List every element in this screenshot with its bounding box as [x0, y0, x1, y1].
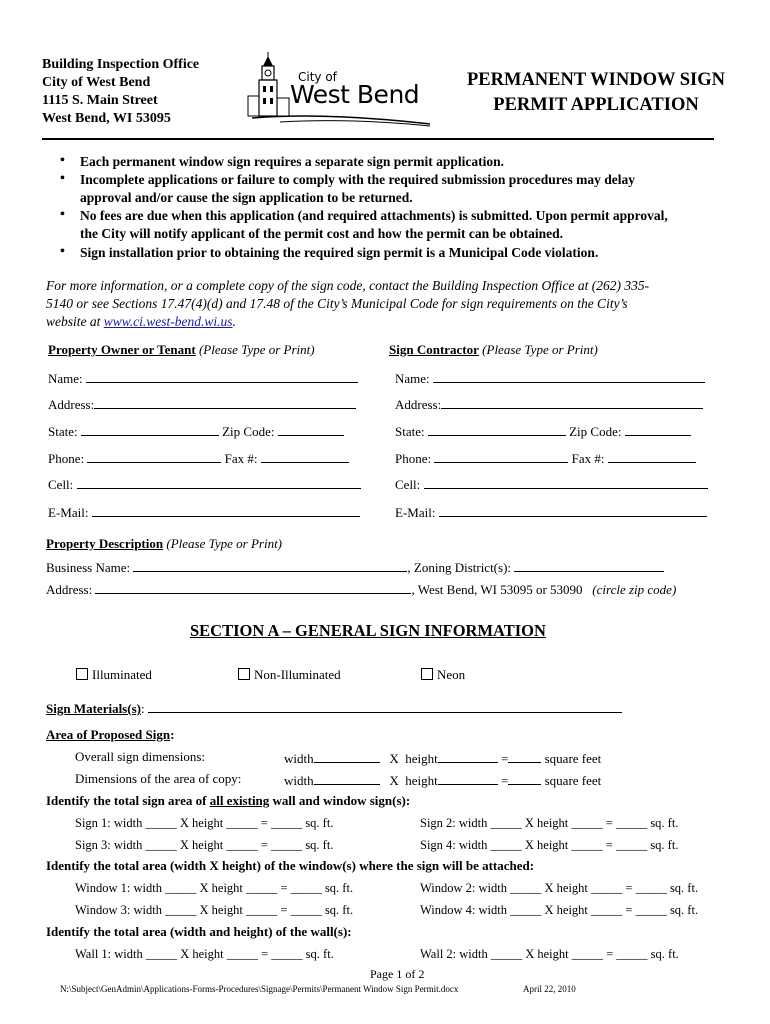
- title-line: PERMIT APPLICATION: [493, 95, 699, 115]
- wall-2-row[interactable]: Wall 2: width _____ X height _____ = _____ sq. ft.: [420, 947, 679, 961]
- owner-address-line[interactable]: [94, 395, 356, 409]
- section-a-title: SECTION A – GENERAL SIGN INFORMATION: [190, 621, 546, 640]
- bullet-text: No fees are due when this application (and required attachments) is submitted. Upon permit approval,: [80, 208, 668, 223]
- contractor-zip-label: Zip Code:: [569, 424, 622, 439]
- existing-signs-heading: [46, 793, 410, 809]
- contractor-name-field[interactable]: [395, 369, 705, 387]
- office-line: 1115 S. Main Street: [42, 93, 158, 108]
- zoning-line[interactable]: [514, 558, 664, 572]
- owner-heading: [48, 342, 315, 358]
- owner-cell-field[interactable]: [48, 475, 361, 493]
- info-paragraph: [46, 277, 649, 331]
- neon-checkbox[interactable]: [421, 668, 433, 680]
- owner-name-line[interactable]: [86, 369, 358, 383]
- sqfeet-label: square feet: [544, 751, 602, 766]
- bullet-text: Incomplete applications or failure to comply with the required submission procedures may delay: [80, 172, 636, 187]
- contractor-name-line[interactable]: [433, 369, 705, 383]
- office-line: City of West Bend: [42, 75, 151, 90]
- contractor-fax-line[interactable]: [608, 449, 696, 463]
- sign-materials-label: Sign Materials(s): [46, 701, 141, 716]
- bullet-text: Sign installation prior to obtaining the required sign permit is a Municipal Code violation.: [80, 245, 599, 260]
- neon-label: Neon: [437, 667, 466, 682]
- sign-materials-field[interactable]: [46, 699, 622, 717]
- copy-dimensions-field[interactable]: [284, 771, 601, 789]
- owner-email-label: E-Mail:: [48, 505, 89, 520]
- owner-phone-field[interactable]: [48, 449, 349, 467]
- wall-area-heading: Identify the total area (width and height) of the wall(s):: [46, 924, 352, 939]
- contractor-address-line[interactable]: [441, 395, 703, 409]
- window-3-row[interactable]: Window 3: width _____ X height _____ = _____ sq. ft.: [75, 903, 354, 917]
- height-label: height: [405, 751, 438, 766]
- property-heading-hint: (Please Type or Print): [166, 536, 283, 551]
- non-illuminated-checkbox[interactable]: [238, 668, 250, 680]
- bullet-text: the City will notify applicant of the permit cost and how the permit can be obtained.: [80, 226, 563, 241]
- window-area-heading: Identify the total area (width X height) of the window(s) where the sign will be attached:: [46, 858, 535, 873]
- contractor-cell-label: Cell:: [395, 477, 421, 492]
- area-heading: [46, 727, 174, 743]
- owner-zip-line[interactable]: [278, 422, 344, 436]
- width-label: width: [284, 773, 314, 788]
- property-address-field[interactable]: [46, 580, 676, 598]
- logo-small-text: City of: [298, 70, 337, 84]
- info-line: [46, 313, 649, 331]
- owner-email-field[interactable]: [48, 503, 360, 521]
- overall-height-line[interactable]: [438, 749, 498, 763]
- owner-state-field[interactable]: [48, 422, 344, 440]
- sign-materials-line[interactable]: [148, 699, 622, 713]
- contractor-state-label: State:: [395, 424, 425, 439]
- owner-address-field[interactable]: [48, 395, 356, 413]
- window-4-row[interactable]: Window 4: width _____ X height _____ = _____ sq. ft.: [420, 903, 699, 917]
- city-logo: [240, 46, 435, 128]
- bullet-text: Each permanent window sign requires a separate sign permit application.: [80, 154, 505, 169]
- owner-email-line[interactable]: [92, 503, 360, 517]
- owner-zip-label: Zip Code:: [222, 424, 275, 439]
- sign-materials-colon: :: [140, 701, 145, 716]
- sqfeet-label: square feet: [544, 773, 602, 788]
- window-2-row[interactable]: Window 2: width _____ X height _____ = _____ sq. ft.: [420, 881, 699, 895]
- contractor-heading-hint: (Please Type or Print): [482, 342, 598, 357]
- contractor-heading: [389, 342, 598, 358]
- sign-3-row[interactable]: Sign 3: width _____ X height _____ = _____ sq. ft.: [75, 838, 334, 852]
- sign-1-row[interactable]: Sign 1: width _____ X height _____ = _____ sq. ft.: [75, 816, 334, 830]
- illuminated-label: Illuminated: [92, 667, 152, 682]
- owner-name-field[interactable]: [48, 369, 358, 387]
- overall-dimensions-field[interactable]: [284, 749, 601, 767]
- window-1-row[interactable]: Window 1: width _____ X height _____ = _____ sq. ft.: [75, 881, 354, 895]
- contractor-heading-label: Sign Contractor: [389, 342, 479, 357]
- times-label: X: [389, 773, 399, 788]
- non-illuminated-label: Non-Illuminated: [254, 667, 341, 682]
- contractor-phone-field[interactable]: [395, 449, 696, 467]
- business-name-line[interactable]: [133, 558, 407, 572]
- city-zip-text: , West Bend, WI 53095 or 53090: [411, 582, 583, 597]
- sign-2-row[interactable]: Sign 2: width _____ X height _____ = _____ sq. ft.: [420, 816, 679, 830]
- owner-heading-hint: (Please Type or Print): [198, 342, 315, 357]
- info-line: 5140 or see Sections 17.47(4)(d) and 17.48 of the City’s Municipal Code for sign requirements on the City’s: [46, 296, 628, 311]
- owner-fax-label: Fax #:: [224, 451, 258, 466]
- business-name-label: Business Name:: [46, 560, 131, 575]
- area-heading-colon: :: [170, 727, 175, 742]
- copy-label: Dimensions of the area of copy:: [75, 771, 242, 786]
- owner-phone-line[interactable]: [87, 449, 221, 463]
- bullet-icon: •: [60, 244, 65, 259]
- non-illuminated-option[interactable]: [238, 667, 341, 683]
- bullet-icon: •: [60, 153, 65, 168]
- contractor-email-label: E-Mail:: [395, 505, 436, 520]
- title-line: PERMANENT WINDOW SIGN: [466, 70, 725, 90]
- contractor-email-field[interactable]: [395, 503, 707, 521]
- copy-area-line[interactable]: [508, 771, 541, 785]
- illuminated-option[interactable]: [76, 667, 152, 683]
- existing-heading-post: wall and window sign(s):: [269, 793, 411, 808]
- bullet-icon: •: [60, 207, 65, 222]
- property-heading: [46, 536, 282, 552]
- website-link[interactable]: www.ci.west-bend.wi.us: [103, 314, 233, 329]
- zoning-label: , Zoning District(s):: [407, 560, 512, 575]
- bullet-icon: •: [60, 171, 65, 186]
- owner-state-line[interactable]: [81, 422, 219, 436]
- contractor-phone-line[interactable]: [434, 449, 568, 463]
- owner-phone-label: Phone:: [48, 451, 85, 466]
- contractor-fax-label: Fax #:: [571, 451, 605, 466]
- overall-area-line[interactable]: [508, 749, 541, 763]
- existing-heading-emphasis: all existing: [209, 793, 270, 808]
- contractor-name-label: Name:: [395, 371, 430, 386]
- illuminated-checkbox[interactable]: [76, 668, 88, 680]
- equals-label: =: [501, 751, 509, 766]
- contractor-zip-line[interactable]: [625, 422, 691, 436]
- contractor-phone-label: Phone:: [395, 451, 432, 466]
- contractor-cell-line[interactable]: [424, 475, 708, 489]
- page-number: Page 1 of 2: [370, 967, 425, 981]
- owner-name-label: Name:: [48, 371, 83, 386]
- owner-address-label: Address:: [48, 397, 95, 412]
- contractor-address-field[interactable]: [395, 395, 703, 413]
- owner-cell-label: Cell:: [48, 477, 74, 492]
- business-name-field[interactable]: [46, 558, 664, 576]
- info-text: .: [232, 314, 236, 329]
- width-label: width: [284, 751, 314, 766]
- footer-date: April 22, 2010: [523, 984, 576, 994]
- copy-width-line[interactable]: [314, 771, 380, 785]
- sign-4-row[interactable]: Sign 4: width _____ X height _____ = _____ sq. ft.: [420, 838, 679, 852]
- equals-label: =: [501, 773, 509, 788]
- existing-heading-pre: Identify the total sign area of: [46, 793, 210, 808]
- neon-option[interactable]: [421, 667, 465, 683]
- logo-large-text: West Bend: [290, 80, 420, 109]
- contractor-email-line[interactable]: [439, 503, 707, 517]
- contractor-cell-field[interactable]: [395, 475, 708, 493]
- info-text: website at: [46, 314, 104, 329]
- wall-1-row[interactable]: Wall 1: width _____ X height _____ = _____ sq. ft.: [75, 947, 334, 961]
- property-heading-label: Property Description: [46, 536, 164, 551]
- copy-height-line[interactable]: [438, 771, 498, 785]
- area-heading-label: Area of Proposed Sign: [46, 727, 171, 742]
- owner-heading-label: Property Owner or Tenant: [48, 342, 196, 357]
- owner-state-label: State:: [48, 424, 78, 439]
- office-line: West Bend, WI 53095: [42, 111, 171, 126]
- owner-cell-line[interactable]: [77, 475, 361, 489]
- contractor-state-field[interactable]: [395, 422, 691, 440]
- office-address: [42, 56, 199, 128]
- height-label: height: [405, 773, 438, 788]
- office-line: Building Inspection Office: [42, 57, 200, 72]
- page-title: [448, 68, 744, 118]
- property-address-label: Address:: [46, 582, 93, 597]
- times-label: X: [389, 751, 399, 766]
- footer-file-path: N:\Subject\GenAdmin\Applications-Forms-Procedures\Signage\Permits\Permanent Window Sign Permit.docx: [60, 984, 459, 994]
- bullet-text: approval and/or cause the sign application to be returned.: [80, 190, 413, 205]
- contractor-state-line[interactable]: [428, 422, 566, 436]
- property-address-line[interactable]: [95, 580, 411, 594]
- overall-label: Overall sign dimensions:: [75, 749, 205, 764]
- header-divider: [42, 138, 714, 140]
- owner-fax-line[interactable]: [261, 449, 349, 463]
- contractor-address-label: Address:: [395, 397, 442, 412]
- circle-zip-hint: (circle zip code): [592, 582, 677, 597]
- info-line: For more information, or a complete copy of the sign code, contact the Building Inspection Office at (262) 335-: [46, 278, 650, 293]
- overall-width-line[interactable]: [314, 749, 380, 763]
